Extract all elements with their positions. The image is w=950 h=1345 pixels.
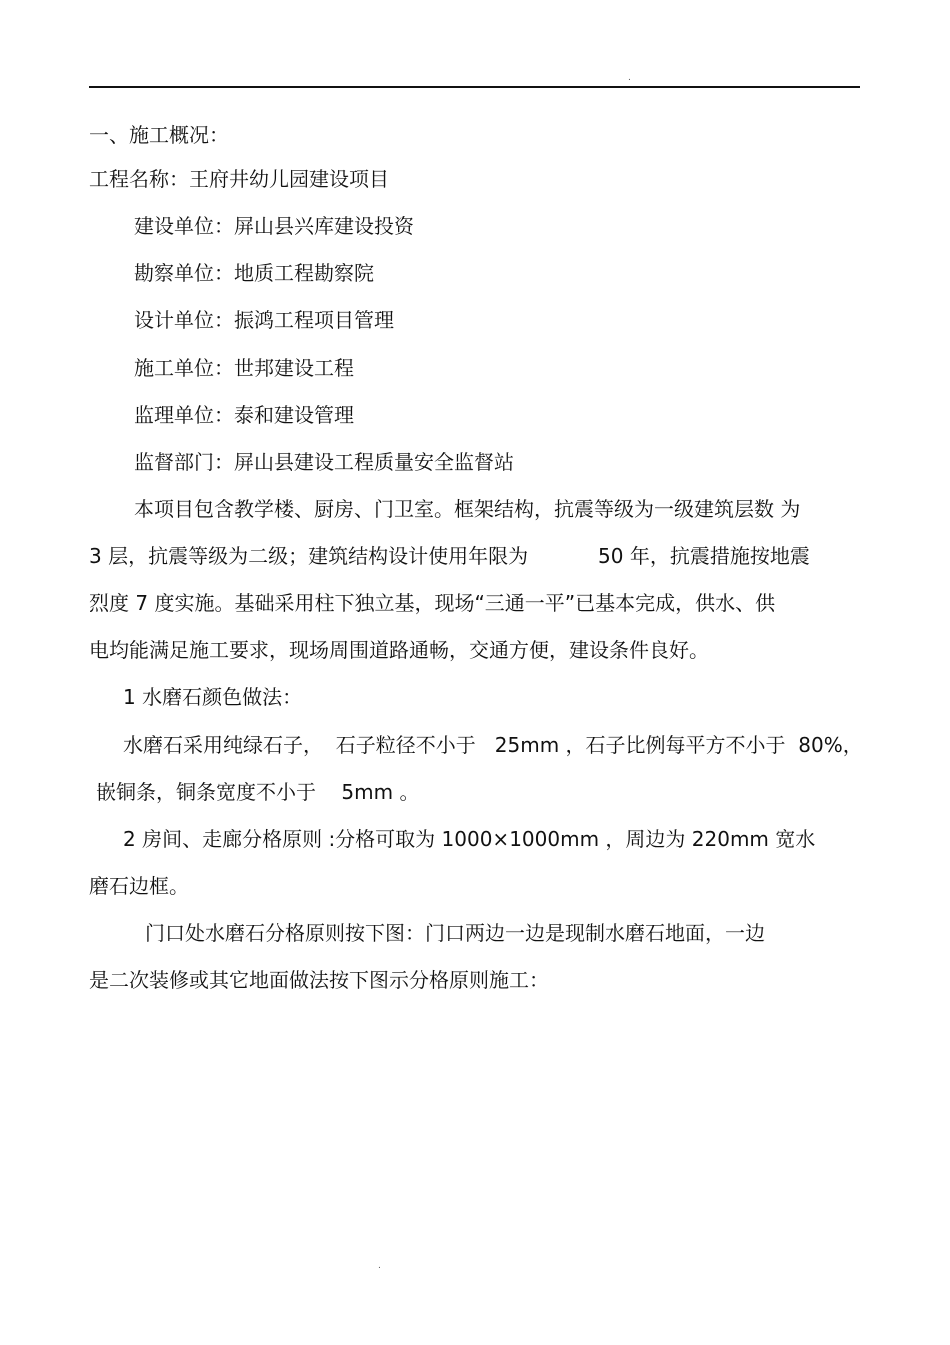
unit-construction: 建设单位：屏山县兴库建设投资 [134,214,414,238]
unit-survey: 勘察单位：地质工程勘察院 [134,261,374,285]
terrazzo-item2-line: 2 房间、走廊分格原则 :分格可取为 1000×1000mm ，周边为 220mm 宽水 [123,827,816,851]
terrazzo-item1-line: 水磨石采用纯绿石子， 石子粒径不小于 25mm ，石子比例每平方不小于 80%， [123,733,863,757]
description-line: 3 层，抗震等级为二级；建筑结构设计使用年限为 50 年，抗震措施按地震 [89,544,810,568]
terrazzo-item1-title: 1 水磨石颜色做法： [123,685,303,709]
unit-supervision: 监理单位：泰和建设管理 [134,403,354,427]
door-rule-line: 门口处水磨石分格原则按下图：门口两边一边是现制水磨石地面，一边 [145,921,765,945]
terrazzo-item2-line: 磨石边框。 [89,874,189,898]
unit-contractor: 施工单位：世邦建设工程 [134,356,354,380]
unit-design: 设计单位：振鸿工程项目管理 [134,308,394,332]
door-rule-line: 是二次装修或其它地面做法按下图示分格原则施工： [89,968,549,992]
description-line: 电均能满足施工要求，现场周围道路通畅，交通方便，建设条件良好。 [89,638,709,662]
header-rule [89,86,860,88]
description-line: 烈度 7 度实施。基础采用柱下独立基，现场“三通一平”已基本完成，供水、供 [89,591,776,615]
project-name: 工程名称：王府井幼儿园建设项目 [89,167,389,191]
header-mark: . [628,73,631,83]
description-line: 本项目包含教学楼、厨房、门卫室。框架结构，抗震等级为一级建筑层数 为 [134,497,801,521]
terrazzo-item1-line: 嵌铜条，铜条宽度不小于 5mm 。 [96,780,420,804]
section-heading: 一、施工概况： [89,123,229,147]
unit-oversight: 监督部门：屏山县建设工程质量安全监督站 [134,450,514,474]
footer-mark: . [378,1261,381,1271]
